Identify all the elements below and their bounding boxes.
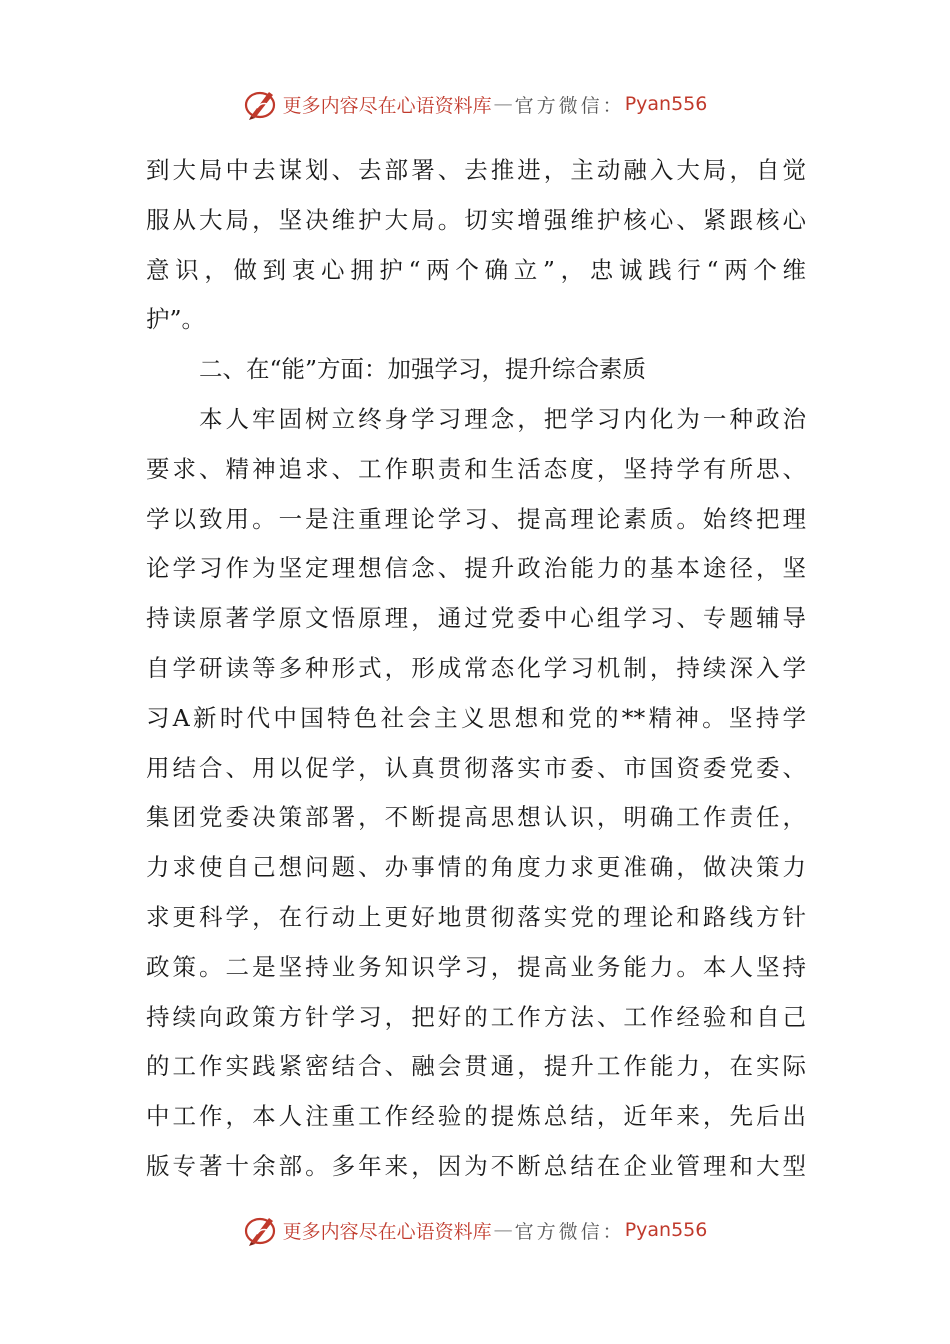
text-line: 集团党委决策部署，不断提高思想认识，明确工作责任， (146, 803, 806, 832)
footer-brand-text: 更多内容尽在心语资料库 (282, 1220, 492, 1243)
text-line: 护”。 (146, 305, 206, 334)
pen-logo-icon (243, 86, 279, 122)
text-line: 意识，做到衷心拥护“两个确立”，忠诚践行“两个维 (146, 255, 806, 284)
text-line: 持续向政策方针学习，把好的工作方法、工作经验和自己 (146, 1002, 806, 1031)
footer-wechat-id: Pyan556 (624, 1219, 708, 1241)
header-official-label: 官方微信： (514, 94, 625, 117)
text-line: 到大局中去谋划、去部署、去推进，主动融入大局，自觉 (146, 156, 806, 184)
section-heading: 二、在“能”方面：加强学习，提升综合素质 (199, 355, 647, 384)
text-line: 习A新时代中国特色社会主义思想和党的**精神。坚持学 (146, 703, 806, 732)
footer-dash: — (493, 1219, 513, 1241)
header-watermark (0, 84, 950, 124)
text-line: 要求、精神追求、工作职责和生活态度，坚持学有所思、 (146, 454, 806, 483)
text-line: 政策。二是坚持业务知识学习，提高业务能力。本人坚持 (146, 952, 806, 981)
text-line: 学以致用。一是注重理论学习、提高理论素质。始终把理 (146, 504, 806, 533)
footer-watermark (0, 1210, 950, 1250)
text-line: 的工作实践紧密结合、融会贯通，提升工作能力，在实际 (146, 1052, 806, 1081)
text-line: 求更科学，在行动上更好地贯彻落实党的理论和路线方针 (146, 902, 806, 931)
text-line: 服从大局，坚决维护大局。切实增强维护核心、紧跟核心 (146, 205, 806, 234)
document-body (146, 146, 806, 1192)
header-wechat-id: Pyan556 (624, 93, 708, 115)
paragraph-start-line: 本人牢固树立终身学习理念，把学习内化为一种政治 (199, 404, 806, 433)
header-dash: — (493, 93, 513, 115)
header-brand-text: 更多内容尽在心语资料库 (282, 94, 492, 117)
footer-official-label: 官方微信： (514, 1220, 625, 1243)
text-line: 自学研读等多种形式，形成常态化学习机制，持续深入学 (146, 653, 806, 682)
text-line: 力求使自己想问题、办事情的角度力求更准确，做决策力 (146, 853, 806, 882)
text-line: 持读原著学原文悟原理，通过党委中心组学习、专题辅导 (146, 604, 806, 633)
text-line: 论学习作为坚定理想信念、提升政治能力的基本途径，坚 (146, 554, 806, 583)
text-line: 版专著十余部。多年来，因为不断总结在企业管理和大型 (146, 1151, 806, 1180)
text-line: 用结合、用以促学，认真贯彻落实市委、市国资委党委、 (146, 753, 806, 782)
text-line: 中工作，本人注重工作经验的提炼总结，近年来，先后出 (146, 1102, 806, 1131)
pen-logo-icon (243, 1212, 279, 1248)
